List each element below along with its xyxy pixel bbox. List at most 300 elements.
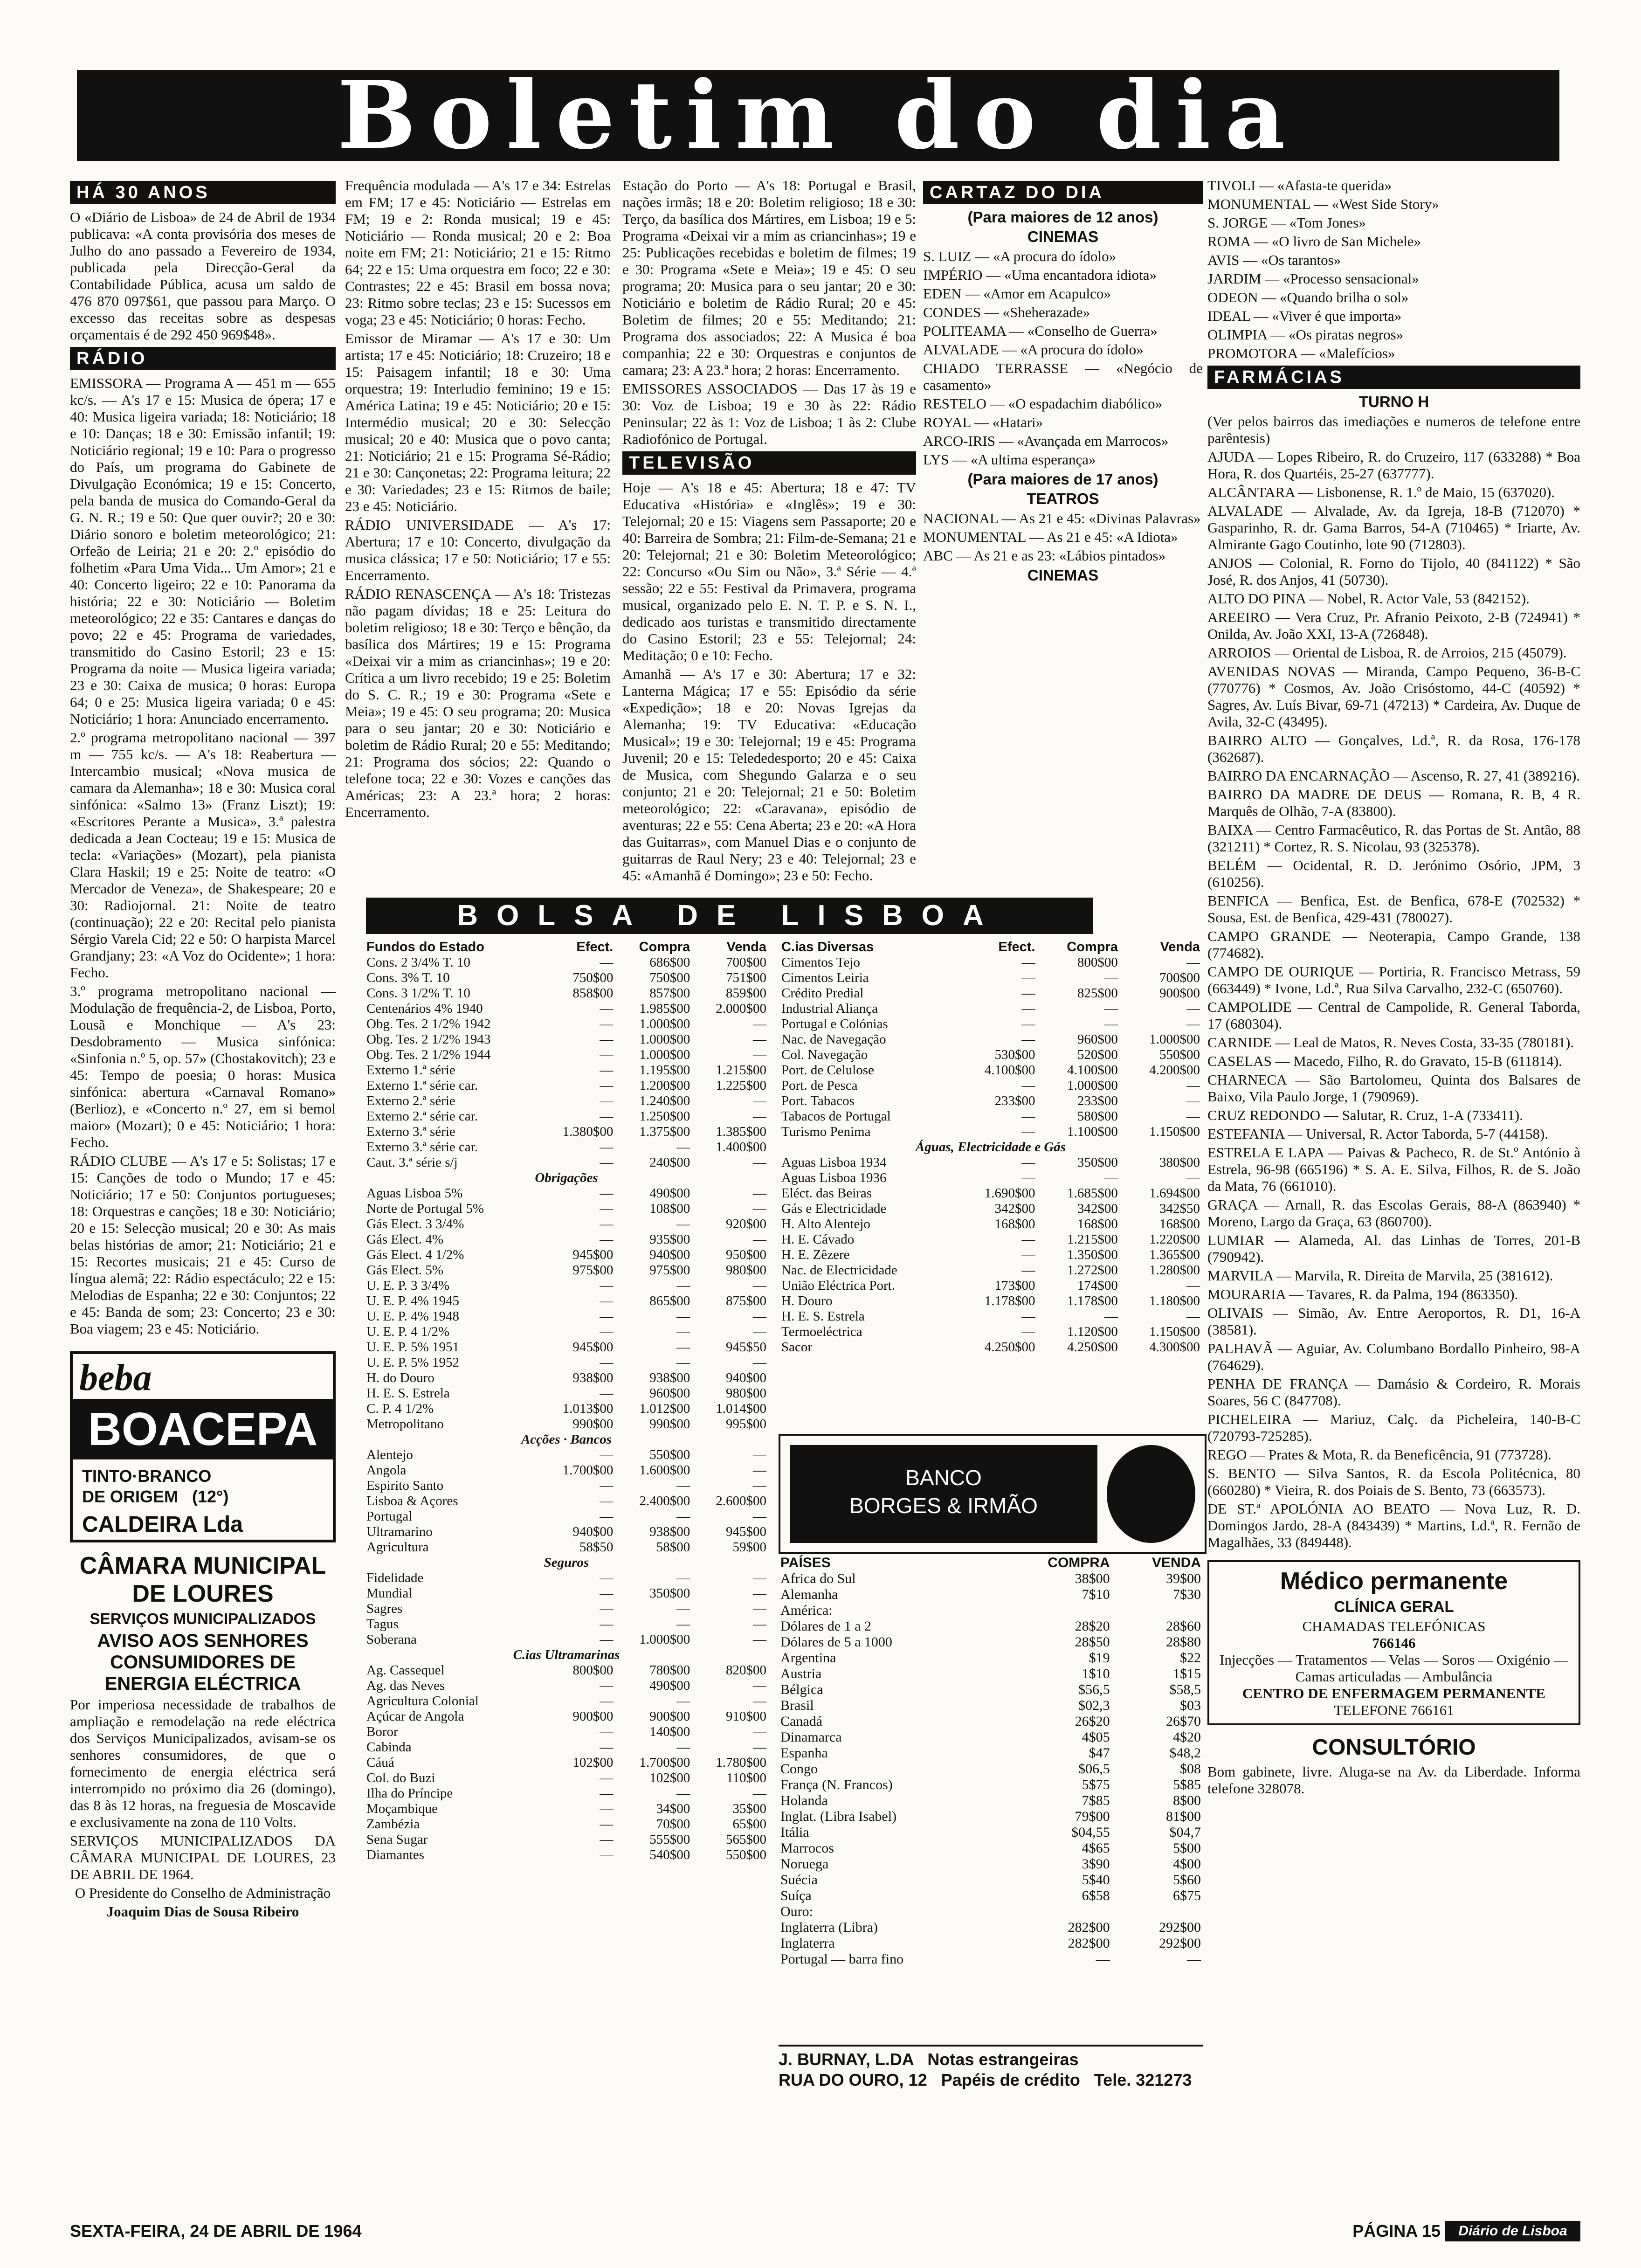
bolsa-value: — [600,1155,614,1170]
bolsa-security: Mundial [366,1586,413,1601]
bolsa-security: Obg. Tes. 2 1/2% 1943 [366,1032,491,1047]
bolsa-security: Nac. de Electricidade [781,1263,897,1278]
bolsa-header-row [779,940,1203,955]
bolsa-value: — [600,1601,614,1616]
bolsa-row [779,1278,1203,1293]
bolsa-row [364,1278,769,1293]
bolsa-row [364,1201,769,1217]
bolsa-value: 686$00 [649,955,690,970]
bolsa-row [364,1155,769,1170]
bolsa-value: — [753,1617,766,1632]
bolsa-security: Sacor [781,1340,813,1355]
bolsa-security: Agricultura [366,1540,429,1555]
bolsa-security: Diamantes [366,1847,425,1862]
cambio-row [779,1872,1203,1888]
bolsa-security: Externo 1.ª série car. [366,1078,478,1093]
bolsa-value: 1.000$00 [639,1047,690,1062]
bolsa-row [364,1740,769,1755]
bolsa-row [779,1109,1203,1124]
bolsa-value: 950$00 [726,1247,766,1262]
bolsa-value: — [676,1140,690,1155]
bolsa-value: 2.000$00 [716,1001,766,1016]
bolsa-value: 1.000$00 [1067,1078,1118,1093]
bolsa-row [364,1417,769,1432]
bolsa-row [779,970,1203,986]
bolsa-row [779,1078,1203,1093]
bolsa-value: — [600,1678,614,1693]
bolsa-value: — [753,1355,766,1370]
bolsa-value: 555$00 [649,1832,690,1847]
cambio-value: 4$65 [1082,1840,1110,1856]
bolsa-value: 1.280$00 [1149,1263,1200,1278]
bolsa-value: — [600,1509,614,1524]
bolsa-row [779,1201,1203,1217]
bolsa-right-table [779,940,1203,1355]
bolsa-value: 233$00 [994,1093,1035,1108]
bolsa-value: 1.000$00 [639,1632,690,1647]
masthead-banner [77,61,1559,170]
burnay-ad: J. BURNAY, L.DA Notas estrangeiras RUA DO OURO, 12 Papéis de crédito Tele. 321273 [779,2045,1203,2090]
bolsa-value: 1.178$00 [984,1293,1035,1308]
bolsa-value: 1.100$00 [1067,1124,1118,1139]
bolsa-row [779,1093,1203,1109]
bolsa-value: 1.700$00 [562,1463,614,1478]
cambio-value: 292$00 [1159,1936,1201,1951]
cambio-row [779,1603,1203,1618]
cambio-value [1112,1904,1203,1920]
radio-para-9: Estação do Porto — A's 18: Portugal e Brasil, nações irmãs; 18 e 20: Boletim religioso; 18 e 30: Terço, da basílica dos Mártires, em Lisboa; 19 e 5: Programa «Deixai vir a mim as criancinhas»; 19 e 25: Publicações recebidas e boletim de filmes; 19 e 30: Programa «Sete e Meia»; 19 e 45: O seu programa; 20: Musica para o seu jantar; 20 e 30: Noticiário e boletim de Rádio Rural; 20 e 45: Boletim de filmes; 20 e 55: Meditando; 21: Programa dos associados; 22: A Musica é boa companhia; 22 e 30: Orquestras e conjuntos de camara; 23: A 23.ª hora; 2 horas: Encerramento. [622,177,916,378]
bolsa-security: U. E. P. 4% 1945 [366,1293,459,1308]
bolsa-value: 173$00 [994,1278,1035,1293]
cambio-value: 26$70 [1166,1714,1201,1729]
bolsa-value: — [753,1309,766,1324]
bolsa-value: — [1021,1078,1035,1093]
cambio-row [779,1587,1203,1603]
cambio-country: Suécia [780,1872,818,1888]
bolsa-value: 550$00 [649,1447,690,1462]
bolsa-value: — [753,1324,766,1339]
cambio-value: 6$75 [1173,1888,1201,1903]
bolsa-value: — [676,1278,690,1293]
cambio-row [779,1682,1203,1698]
bolsa-value: — [600,1047,614,1062]
radio-para-8: RÁDIO RENASCENÇA — A's 18: Tristezas não pagam dívidas; 18 e 25: Leitura do boletim religioso; 18 e 30: Terço e bênção, da basílica dos Mártires; 19 e 15: Programa «Deixai vir a mim as criancinhas»; 19 e 20: Crítica a um livro recebido; 19 e 25: Boletim do S. C. R.; 19 e 30: Programa «Sete e Meia»; 19 e 45: O seu programa; 20: Musica para o seu jantar; 20 e 30: Noticiário e boletim de Rádio Rural; 20 e 55: Meditando; 21: Programa dos sócios; 22: Quando o telefone toca; 22 e 30: Vozes e canções das Américas; 23: A 23.ª hora; 2 horas: Encerramento. [345,586,611,820]
bolsa-security: Alentejo [366,1447,413,1462]
bolsa-row [364,1755,769,1770]
bolsa-security: União Eléctrica Port. [781,1278,895,1293]
farmacia-entry: MARVILA — Marvila, R. Direita de Marvila, 25 (381612). [1207,1267,1553,1284]
cambio-row [779,1634,1203,1650]
bolsa-value: 59$00 [732,1540,766,1555]
bolsa-section-row [364,1647,769,1663]
bolsa-value: — [1021,1170,1035,1185]
bolsa-security: Cons. 3 1/2% T. 10 [366,986,470,1001]
farmacia-entry: AJUDA — Lopes Ribeiro, R. do Cruzeiro, 117 (633288) * Boa Hora, R. dos Quartéis, 25-27 (637777). [1207,449,1580,482]
radio-para-6: Emissor de Miramar — A's 17 e 30: Um artista; 17 e 45: Noticiário; 18: Cruzeiro; 18 e 15: Paisagem infantil; 18 e 30: Uma orquestra; 19: Interludio feminino; 19 e 15: América Latina; 19 e 45: Noticiário; 20 e 15: Intermédio musical; 20 e 30: Selecção musical; 20 e 40: Musica que o povo canta; 21: Noticiário; 21 e 15: Programa Sé-Rádio; 21 e 30: Cançonetas; 22: Programa leitura; 22 e 30: Variedades; 23 e 15: Ritmos de baile; 23 e 45: Noticiário. [345,330,611,514]
bolsa-value: 70$00 [656,1817,690,1832]
bolsa-value: — [753,1232,766,1247]
bolsa-security: H. E. S. Estrela [781,1309,865,1324]
bolsa-value: — [676,1601,690,1616]
bolsa-value: 900$00 [1159,986,1200,1001]
bolsa-value: — [600,1447,614,1462]
bolsa-row [779,1293,1203,1309]
bolsa-value: — [676,1509,690,1524]
cinemas-17-list [1207,177,1580,362]
bolsa-row [364,1078,769,1093]
bolsa-security: Sagres [366,1601,403,1616]
bolsa-security: Cimentos Leiria [781,970,869,985]
bolsa-security: Tabacos de Portugal [781,1109,891,1124]
bolsa-security: Ag. das Neves [366,1678,445,1693]
bolsa-value: 945$00 [726,1524,766,1539]
farmacia-entry: OLIVAIS — Simão, Av. Entre Aeroportos, R. D1, 16-A (38581). [1207,1305,1580,1338]
bolsa-value: 900$00 [572,1709,614,1724]
boacepa-beba: beba [79,1357,152,1398]
bolsa-row [364,1817,769,1832]
cambio-value: 3$90 [1082,1856,1110,1872]
bolsa-value: 945$00 [572,1340,614,1355]
bolsa-security: H. E. Zêzere [781,1247,850,1262]
bolsa-value: 110$00 [726,1770,766,1785]
bolsa-value: 35$00 [732,1801,766,1816]
bolsa-value: — [753,1570,766,1585]
bolsa-row [364,1016,769,1032]
bolsa-value: — [600,1001,614,1016]
cambio-country: Inglat. (Libra Isabel) [780,1809,897,1824]
farmacia-entry: REGO — Prates & Mota, R. da Beneficência, 91 (773728). [1207,1446,1551,1463]
bolsa-value: 174$00 [1077,1278,1118,1293]
radio-para-7: RÁDIO UNIVERSIDADE — A's 17: Abertura; 17 e 10: Concerto, divulgação da musica clássica; 17 e 50: Noticiário; 17 e 55: Encerramento. [345,517,611,583]
cambio-value: 7$10 [1082,1587,1110,1602]
column-3 [622,177,916,900]
bolsa-row [364,1832,769,1847]
bolsa-value: 4.200$00 [1149,1063,1200,1078]
bolsa-value: 1.215$00 [716,1063,766,1078]
bolsa-value: 140$00 [649,1724,690,1739]
ha-30-anos-header: HÁ 30 ANOS [70,181,336,204]
cinema-listing: EDEN — «Amor em Acapulco» [923,285,1111,302]
bolsa-value: — [1021,1309,1035,1324]
bolsa-row [364,1293,769,1309]
radio-para-3: 3.º programa metropolitano nacional — Modulação de frequência-2, de Lisboa, Porto, Lousã e Monchique — A's 23: Desdobramento — Musica sinfónica: «Sinfonia n.º 5, op. 57» (Chostakovitch); 23 e 45: Tempo de poesia; 0 horas: Musica sinfónica: abertura «Carnaval Romano» (Berlioz), e «Concerto n.º 27, em si bemol maior» (Mozart); 0 e 45: Noticiário; 1 hora: Fecho. [70,983,336,1150]
cambio-value: $58,5 [1169,1682,1201,1697]
cambio-row [779,1888,1203,1904]
bolsa-row [364,1847,769,1863]
bolsa-value: 1.694$00 [1149,1186,1200,1201]
bolsa-value: 1.178$00 [1067,1293,1118,1308]
newspaper-logo: Diário de Lisboa [1445,2221,1580,2241]
bolsa-value: 1.120$00 [1067,1324,1118,1339]
bolsa-value: 980$00 [726,1263,766,1278]
cinema-listing: RESTELO — «O espadachim diabólico» [923,395,1163,412]
bolsa-value: 960$00 [649,1386,690,1401]
cambio-country: Portugal — barra fino [780,1951,904,1967]
bolsa-header-row [364,940,769,955]
column-2 [345,177,611,900]
cambio-value: $19 [1089,1650,1110,1666]
cambio-value: $06,5 [1078,1761,1110,1777]
farmacia-entry: LUMIAR — Alameda, Al. das Linhas de Torres, 201-B (790942). [1207,1232,1580,1265]
bolsa-row [364,1263,769,1278]
bolsa-value: — [676,1217,690,1231]
cambio-row [779,1825,1203,1840]
bolsa-security: Centenários 4% 1940 [366,1001,483,1016]
bolsa-value: 1.012$00 [639,1401,690,1416]
bolsa-value: 58$50 [579,1540,614,1555]
bolsa-value: 1.690$00 [984,1186,1035,1201]
cambio-row [779,1793,1203,1809]
bolsa-row [779,1232,1203,1247]
bolsa-security: Ilha do Príncipe [366,1786,453,1801]
bolsa-value: 380$00 [1159,1155,1200,1170]
bolsa-value: 342$50 [1159,1201,1200,1216]
farmacia-entry: CAMPOLIDE — Central de Campolide, R. General Taborda, 17 (680304). [1207,999,1580,1032]
bolsa-value: — [600,1109,614,1124]
bolsa-value: 1.150$00 [1149,1324,1200,1339]
bolsa-value: — [600,1293,614,1308]
bolsa-row [364,1355,769,1370]
bolsa-row [779,1016,1203,1032]
bolsa-value: 4.100$00 [1067,1063,1118,1078]
bolsa-value: — [676,1309,690,1324]
cambio-value: 39$00 [1166,1571,1201,1586]
cambio-value: 79$00 [1075,1809,1110,1824]
bolsa-value: — [600,1847,614,1862]
cambio-row [779,1761,1203,1777]
farmacias-list [1207,449,1580,1551]
cambio-row [779,1745,1203,1761]
cambio-country: América: [780,1603,833,1618]
bank-seal-icon [1107,1445,1195,1543]
bolsa-value: — [1021,1016,1035,1031]
bolsa-value: 550$00 [1159,1047,1200,1062]
farmacia-entry: GRAÇA — Arnall, R. das Escolas Gerais, 88-A (863940) * Moreno, Largo da Graça, 63 (860700). [1207,1196,1580,1230]
bolsa-row [779,955,1203,970]
cambio-country: Holanda [780,1793,828,1808]
cambio-row [779,1714,1203,1729]
bolsa-value: 1.000$00 [639,1032,690,1047]
bolsa-value: 945$50 [726,1340,766,1355]
column-5: TIVOLI — «Afasta-te querida» MONUMENTAL — «West Side Story» S. JORGE — «Tom Jones» ROMA — «O livro de San Michele» AVIS — «Os tarantos» JARDIM — «Processo sensacional» ODEON — «Quando brilha o sol» IDEAL — «Viver é que importa» OLIMPIA — «Os piratas negros» PROMOTORA — «Malefícios» FARMÁCIAS TURNO H (Ver pelos bairros das imediações e numeros de telefone entre parêntesis) AJUDA — Lopes Ribeiro, R. do Cruzeiro, 117 (633288) * Boa Hora, R. dos Quartéis, 25-27 (637777). ALCÂNTARA — Lisbonense, R. 1.º de Maio, 15 (637020). ALVALADE — Alvalade, Av. da Igreja, 18-B (712070) * Gasparinho, R. dr. Gama Barros, 54-A (710465) * Iriarte, Av. Almirante Gago Coutinho, lote 90 (712803). ANJOS — Colonial, R. Forno do Tijolo, 40 (841122) * São José, R. dos Anjos, 41 (50730). ALTO DO PINA — Nobel, R. Actor Vale, 53 (842152). AREEIRO — Vera Cruz, Pr. Afranio Peixoto, 2-B (724941) * Onilda, Av. João XXI, 13-A (726848). ARROIOS — Oriental de Lisboa, R. de Arroios, 215 (45079). AVENIDAS NOVAS — Miranda, Campo Pequeno, 36-B-C (770776) * Cosmos, Av. João Crisóstomo, 44-C (40592) * Sagres, Av. Luís Bivar, 69-71 (47213) * Cardeira, Av. Duque de Avila, 32-C (43495). BAIRRO ALTO — Gonçalves, Ld.ª, R. da Rosa, 176-178 (362687). BAIRRO DA ENCARNAÇÃO — Ascenso, R. 27, 41 (389216). BAIRRO DA MADRE DE DEUS — Romana, R. B, 4 R. Marquês de Olhão, 7-A (83800). BAIXA — Centro Farmacêutico, R. das Portas de St. Antão, 88 (321211) * Cortez, R. S. Nicolau, 93 (325378). BELÉM — Ocidental, R. D. Jerónimo Osório, JPM, 3 (610256). BENFICA — Benfica, Est. de Benfica, 678-E (702532) * Sousa, Est. de Benfica, 429-431 (780027). CAMPO GRANDE — Neoterapia, Campo Grande, 138 (774682). CAMPO DE OURIQUE — Portiria, R. Francisco Metrass, 59 (663449) * Ivone, Ld.ª, Rua Silva Carvalho, 232-C (650760). CAMPOLIDE — Central de Campolide, R. General Taborda, 17 (680304). CARNIDE — Leal de Matos, R. Neves Costa, 33-35 (780181). CASELAS — Macedo, Filho, R. do Gravato, 15-B (611814). CHARNECA — São Bartolomeu, Quinta dos Balsares de Baixo, Vila Paulo Jorge, 1 (790969). CRUZ REDONDO — Salutar, R. Cruz, 1-A (733411). ESTEFANIA — Universal, R. Actor Taborda, 5-7 (44158). ESTRELA E LAPA — Paivas & Pacheco, R. de St.º António à Estrela, 96-98 (665196) * S. A. E. Silva, Filhos, R. de S. João da Mata, 76 (661010). GRAÇA — Arnall, R. das Escolas Gerais, 88-A (863940) * Moreno, Largo da Graça, 63 (860700). LUMIAR — Alameda, Al. das Linhas de Torres, 201-B (790942). MARVILA — Marvila, R. Direita de Marvila, 25 (381612). MOURARIA — Tavares, R. da Palma, 194 (863350). OLIVAIS — Simão, Av. Entre Aeroportos, R. D1, 16-A (38581). PALHAVÃ — Aguiar, Av. Columbano Bordallo Pinheiro, 98-A (764629). PENHA DE FRANÇA — Damásio & Cordeiro, R. Morais Soares, 56 C (847708). PICHELEIRA — Mariuz, Calç. da Picheleira, 140-B-C (720793-725285). REGO — Prates & Mota, R. da Beneficência, 91 (773728). S. BENTO — Silva Santos, R. da Escola Politécnica, 80 (660280) * Vieira, R. dos Poiais de S. Bento, 73 (663573). DE ST.ª APOLÓNIA AO BEATO — Nova Luz, R. D. Domingos Jardo, 28-A (843439) * Martins, Ld.ª, R. Fernão de Magalhães, 33 (849448). Médico permanente CLÍNICA GERAL CHAMADAS TELEFÓNICAS 766146 Injecções — Tratamentos — Velas — Soros — Oxigénio — Camas articuladas — Ambulância CENTRO DE ENFERMAGEM PERMANENTE TELEFONE 766161 CONSULTÓRIO Bom gabinete, livre. Aluga-se na Av. da Liberdade. Informa telefone 328078. [1207,177,1580,1797]
bolsa-security: Termoeléctrica [781,1324,862,1339]
bolsa-value: 1.400$00 [716,1140,766,1155]
page-footer [70,2217,1580,2245]
bolsa-row [364,1586,769,1601]
bolsa-row [364,1570,769,1586]
banco-borges-ad: BANCO BORGES & IRMÃO [779,1434,1207,1554]
farmacia-entry: ALTO DO PINA — Nobel, R. Actor Vale, 53 (842152). [1207,590,1530,607]
bolsa-value: — [600,1617,614,1632]
cambio-value: 7$85 [1082,1793,1110,1808]
bolsa-value: 1.240$00 [639,1093,690,1108]
farmacia-entry: BENFICA — Benfica, Est. de Benfica, 678-E (702532) * Sousa, Est. de Benfica, 429-431 (780027). [1207,892,1580,926]
cambio-value: $56,5 [1078,1682,1110,1697]
bolsa-security: H. E. S. Estrela [366,1386,450,1401]
bolsa-security: C. P. 4 1/2% [366,1401,434,1416]
bolsa-security: Gás Elect. 4 1/2% [366,1247,464,1262]
farmacia-entry: ESTRELA E LAPA — Paivas & Pacheco, R. de St.º António à Estrela, 96-98 (665196) * S. A. E. Silva, Filhos, R. de S. João da Mata, 76 (661010). [1207,1144,1580,1194]
tv-hoje: Hoje — A's 18 e 45: Abertura; 18 e 47: TV Educativa «História» e «Inglês»; 19 e 30: Telejornal; 20 e 15: Viagens sem Passaporte; 20 e 40: Barreira de Sombra; 21: Film-de-Semana; 21 e 20: Telejornal; 21 e 30: Boletim Meteorológico; 22: Concurso «Ou Sim ou Não», 3.ª Série — 4.ª sessão; 22 e 55: Festival da Primavera, programa musical, organizado pelo E. N. T. P. e S. N. I., dedicado aos turistas e transmitido directamente do Casino Estoril; 23 e 55: Telejornal; 24: Meditação; 0 e 10: Fecho. [622,479,916,664]
radio-para-2: 2.º programa metropolitano nacional — 397 m — 755 kc/s. — A's 18: Reabertura — Intercambio musical; «Nova musica de camara da Alemanha»; 18 e 30: Musica coral sinfónica: «Salmo 13» (Franz Liszt); 19: «Escritores Perante a Musica», 3.ª palestra dedicada a Jean Cocteau; 19 e 15: Musica de tecla: «Variações» (Mozart), pela pianista Clara Haskil; 19 e 25: Noite de teatro: «O Mercador de Veneza», de Shakespeare; 20 e 30: Radiojornal. 21: Noite de teatro (continuação); 22 e 20: Recital pelo pianista Sérgio Varela Cid; 22 e 50: O harpista Marcel Grandjany; 23: «A Voz do Ocidente»; 1 hora: Fecho. [70,729,336,981]
bolsa-value: — [753,1586,766,1601]
bolsa-value: 342$00 [1077,1201,1118,1216]
bolsa-value: 1.225$00 [716,1078,766,1093]
bolsa-row [779,1217,1203,1232]
bolsa-value: 858$00 [572,986,614,1001]
bolsa-value: — [1186,1109,1200,1124]
bolsa-security: Col. Navegação [781,1047,868,1062]
bolsa-value: — [753,1109,766,1124]
bolsa-value: 940$00 [572,1524,614,1539]
bolsa-row [364,1601,769,1617]
bolsa-value: 980$00 [726,1386,766,1401]
farmacia-entry: CHARNECA — São Bartolomeu, Quinta dos Balsares de Baixo, Vila Paulo Jorge, 1 (790969). [1207,1072,1580,1105]
farmacia-entry: MOURARIA — Tavares, R. da Palma, 194 (863350). [1207,1286,1518,1302]
cambio-country: Canadá [780,1714,822,1729]
bolsa-value: 1.013$00 [562,1401,614,1416]
bolsa-value: — [600,1801,614,1816]
bolsa-row [364,970,769,986]
bolsa-value: 945$00 [572,1247,614,1262]
bolsa-section-row [364,1432,769,1447]
cinema-listing: LYS — «A ultima esperança» [923,451,1096,468]
bolsa-value: — [1021,970,1035,985]
bolsa-value: — [600,1832,614,1847]
bolsa-row [364,1786,769,1801]
cinema-listing: ARCO-IRIS — «Avançada em Marrocos» [923,433,1169,449]
bolsa-value: 990$00 [649,1417,690,1431]
cambio-value [1112,1603,1203,1618]
cambio-row [779,1936,1203,1951]
bolsa-value: — [1021,1324,1035,1339]
bolsa-section-title: Águas, Electricidade e Gás [915,1140,1066,1155]
bolsa-value: — [1021,955,1035,970]
bolsa-value: 34$00 [656,1801,690,1816]
bolsa-row [364,955,769,970]
bolsa-row [364,1509,769,1524]
bolsa-value: — [600,1478,614,1493]
bolsa-row [364,1001,769,1016]
bolsa-value: — [1021,1155,1035,1170]
bolsa-value: — [1104,1170,1118,1185]
bolsa-value: 65$00 [732,1817,766,1832]
bolsa-section-row [364,1555,769,1570]
teatro-listing: ABC — As 21 e as 23: «Lábios pintados» [923,547,1166,564]
boacepa-company: CALDEIRA Lda [82,1512,243,1537]
bolsa-value: 865$00 [649,1293,690,1308]
bolsa-value: — [1186,1309,1200,1324]
cambio-value: 28$50 [1075,1634,1110,1650]
bolsa-row [779,1155,1203,1170]
bolsa-value: 1.385$00 [716,1124,766,1139]
cambio-value: 282$00 [1068,1936,1110,1951]
bolsa-value: 1.180$00 [1149,1293,1200,1308]
bolsa-value: — [676,1694,690,1708]
farmacia-entry: ALCÂNTARA — Lisbonense, R. 1.º de Maio, 15 (637020). [1207,484,1555,500]
bolsa-value: — [600,1817,614,1832]
bolsa-security: Industrial Aliança [781,1001,878,1016]
bolsa-value: 4.300$00 [1149,1340,1200,1355]
farmacia-entry: CARNIDE — Leal de Matos, R. Neves Costa, 33-35 (780181). [1207,1034,1574,1051]
bolsa-value: — [676,1340,690,1355]
bolsa-value: — [1021,1124,1035,1139]
bolsa-value: 102$00 [649,1770,690,1785]
degree-badge: 12° [198,1487,223,1506]
radio-para-10: EMISSORES ASSOCIADOS — Das 17 às 19 e 30: Voz de Lisboa; 19 e 30 às 22: Rádio Peninsular; 22 às 1: Voz de Lisboa; 1 às 2: Clube Radiofónico de Portugal. [622,380,916,447]
cambio-row [779,1951,1203,1967]
radio-para-1: EMISSORA — Programa A — 451 m — 655 kc/s. — A's 17 e 15: Musica de ópera; 17 e 40: Musica ligeira variada; 18: Noticiário; 18 e 10: Danças; 18 e 30: Emissão infantil; 19: Noticiário regional; 19 e 10: Para o progresso do País, um programa do Gabinete de Divulgação Económica; 19 e 15: Concerto, pela banda de musica do Comando-Geral da G. N. R.; 19 e 50: Que quer ouvir?; 20 e 30: Diário sonoro e boletim meteorológico; 21: Orfeão de Leiria; 21 e 20: 2.º episódio do folhetim «Para Uma Vida... Um Amor»; 21 e 40: Concerto ligeiro; 22 e 10: Panorama da história; 22 e 30: Noticiário — Boletim meteorológico; 22 e 35: Cantares e danças do povo; 22 e 45: Programa de variedades, transmitido do Casino Estoril; 23 e 15: Programa da noite — Musica ligeira variada; 23 e 30: Caixa de musica; 0 horas: Europa 64; 0 e 25: Musica ligeira variada; 0 e 45: Noticiário; 1 hora: Anunciado encerramento. [70,375,336,727]
bolsa-security: U. E. P. 4 1/2% [366,1324,450,1339]
cambio-value: 4$00 [1173,1856,1201,1872]
cambio-row [779,1809,1203,1825]
farmacia-entry: BAIRRO ALTO — Gonçalves, Ld.ª, R. da Rosa, 176-178 (362687). [1207,732,1580,765]
bolsa-col-header: Venda [1160,940,1200,954]
bolsa-col-header: Venda [726,940,766,954]
cambio-country: Espanha [780,1745,828,1761]
boacepa-wine-type: TINTO·BRANCO DE ORIGEM (12°) [82,1466,229,1506]
bolsa-row [364,1247,769,1263]
bolsa-value: — [600,1078,614,1093]
bolsa-value: — [1186,1093,1200,1108]
cambio-row [779,1698,1203,1714]
bolsa-security: Gás Elect. 5% [366,1263,444,1278]
farmacia-entry: BELÉM — Ocidental, R. D. Jerónimo Osório, JPM, 3 (610256). [1207,857,1580,890]
bolsa-security: Lisboa & Açores [366,1494,458,1508]
bolsa-value: 1.000$00 [639,1016,690,1031]
bolsa-security: U. E. P. 5% 1951 [366,1340,459,1355]
farmacia-entry: CRUZ REDONDO — Salutar, R. Cruz, 1-A (733411). [1207,1107,1523,1123]
cambios-table [779,1555,1203,1967]
cambio-value: $22 [1180,1650,1201,1666]
cambio-value: 4$05 [1082,1729,1110,1745]
farmacia-entry: AVENIDAS NOVAS — Miranda, Campo Pequeno, 36-B-C (770776) * Cosmos, Av. João Crisóstomo, 44-C (40592) * Sagres, Av. Luís Bivar, 69-71 (47213) * Cardeira, Av. Duque de Avila, 32-C (43495). [1207,663,1580,730]
cambio-row [779,1920,1203,1936]
cambios-col-header: VENDA [1151,1555,1201,1570]
bolsa-row [364,1463,769,1478]
bolsa-value: — [1186,955,1200,970]
cambio-value: 282$00 [1068,1920,1110,1935]
cambio-value [998,1603,1111,1618]
bolsa-value: 960$00 [1077,1032,1118,1047]
bolsa-security: H. Douro [781,1293,833,1308]
bolsa-security: Portugal e Colónias [781,1016,888,1031]
farmacia-entry: BAIXA — Centro Farmacêutico, R. das Portas de St. Antão, 88 (321211) * Cortez, R. S. Nicolau, 93 (325378). [1207,822,1580,855]
cambio-value: 1$15 [1173,1666,1201,1681]
bolsa-row [364,1186,769,1201]
cambios-col-header: PAÍSES [780,1555,831,1570]
bolsa-value: — [1021,1232,1035,1247]
bolsa-value: — [1104,1016,1118,1031]
bolsa-col-header: Compra [1067,940,1118,954]
bolsa-value: — [753,1186,766,1201]
bolsa-security: Aguas Lisboa 1936 [781,1170,887,1185]
bolsa-security: Moçambique [366,1801,438,1816]
cinema-listing: CHIADO TERRASSE — «Negócio de casamento» [923,360,1203,393]
cambio-value: $08 [1180,1761,1201,1777]
bolsa-value: — [753,1724,766,1739]
bolsa-value: — [1186,1001,1200,1016]
bolsa-security: Ultramarino [366,1524,433,1539]
bolsa-value: 342$00 [994,1201,1035,1216]
cinema-listing: CONDES — «Sheherazade» [923,304,1090,320]
bolsa-section-title: C.ias Ultramarinas [513,1647,620,1662]
bolsa-value: 1.375$00 [639,1124,690,1139]
cambio-country: Austria [780,1666,822,1681]
cinema-listing: ALVALADE — «A procura do ídolo» [923,341,1144,358]
bolsa-value: 800$00 [572,1663,614,1678]
bolsa-row [779,1324,1203,1340]
